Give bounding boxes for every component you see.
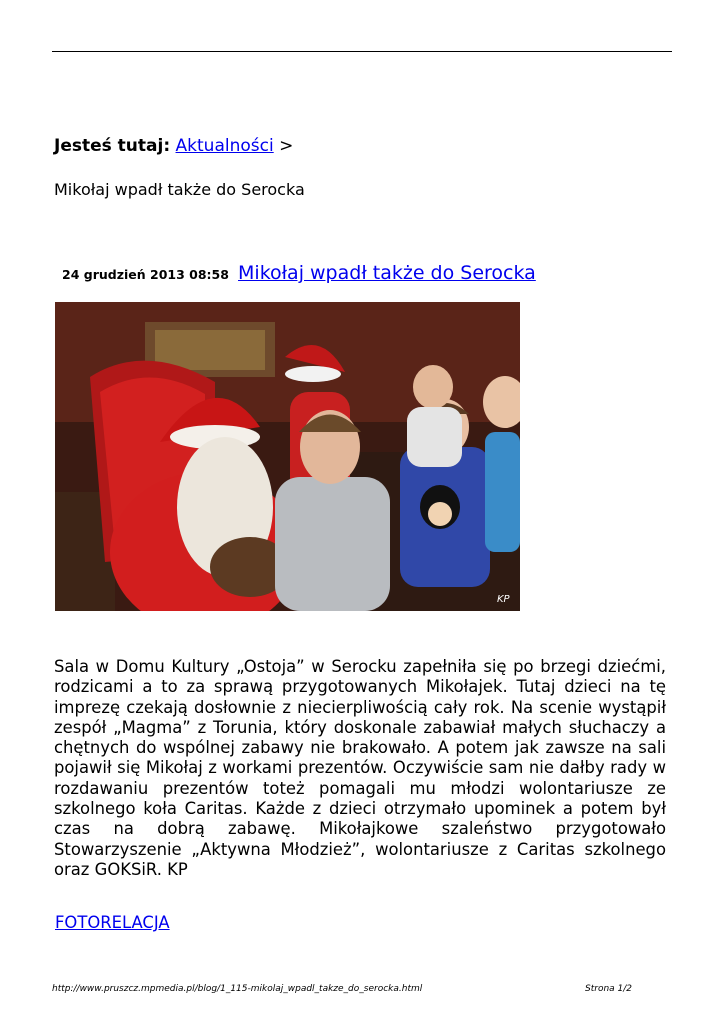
footer-page-number: Strona 1/2 [585,984,633,994]
header-divider [52,51,672,52]
article-body: Sala w Domu Kultury „Ostoja” w Serocku zapełniła się po brzegi dziećmi, rodzicami a to za sprawą przygotowanych Mikołajek. Tutaj dzieci na tę imprezę czekają dosłownie z niecierpliwością cały rok. Na scenie wystąpił zespół „Magma” z Torunia, który doskonale zabawiał małych słuchaczy a chętnych do wspólnej zabawy nie brakowało. A potem jak zawsze na sali pojawił się Mikołaj z workami prezentów. Oczywiście sam nie dałby rady w rozdawaniu prezentów toteż pomagali mu młodzi wolontariusze ze szkolnego koła Caritas. Każde z dzieci otrzymało upominek a potem był czas na dobrą zabawę. Mikołajkowe szaleństwo przygotowało Stowarzyszenie „Aktywna Młodzież”, wolontariusze z Caritas szkolnego oraz GOKSiR. KP [54,657,666,879]
breadcrumb-link-news[interactable]: Aktualności [175,136,274,156]
article-title-link[interactable]: Mikołaj wpadł także do Serocka [238,262,536,284]
breadcrumb-label: Jesteś tutaj: [54,136,171,156]
article-date: 24 grudzień 2013 08:58 [62,267,229,282]
page-title: Mikołaj wpadł także do Serocka [54,180,305,199]
photo-report-link[interactable]: FOTORELACJA [55,913,170,932]
photo-watermark: KP [497,594,510,605]
breadcrumb-separator: > [279,136,294,156]
article-header [62,262,536,284]
breadcrumb [54,135,293,157]
footer-url: http://www.pruszcz.mpmedia.pl/blog/1_115-mikolaj_wpadl_takze_do_serocka.html [52,984,423,994]
article-photo[interactable] [55,302,520,611]
